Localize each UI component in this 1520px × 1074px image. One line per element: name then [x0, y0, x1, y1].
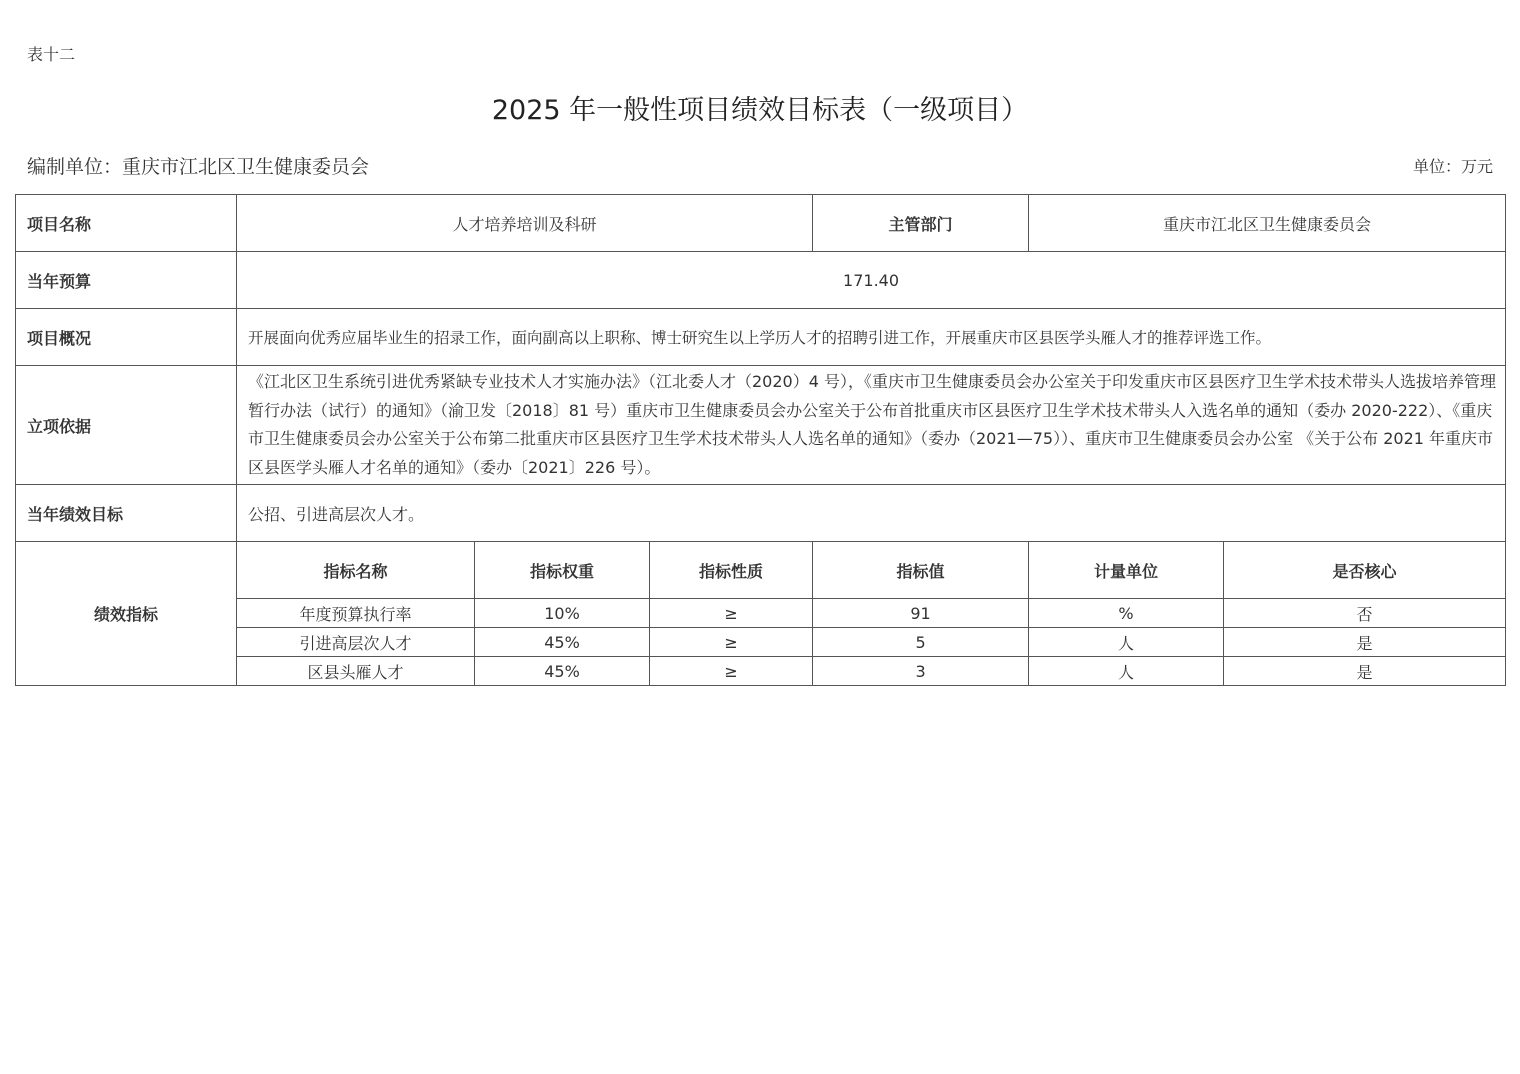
project-name-value: 人才培养培训及科研: [237, 195, 813, 252]
indicator-core: 否: [1224, 599, 1506, 628]
budget-label: 当年预算: [16, 252, 237, 309]
table-row: [16, 657, 1506, 686]
indicators-section-label: 绩效指标: [16, 542, 237, 686]
table-row: [16, 628, 1506, 657]
indicator-unit: 人: [1029, 628, 1224, 657]
currency-unit: 单位：万元: [1412, 157, 1493, 176]
overview-value: 开展面向优秀应届毕业生的招录工作，面向副高以上职称、博士研究生以上学历人才的招聘引进工作，开展重庆市区县医学头雁人才的推荐评选工作。: [237, 309, 1506, 366]
indicator-header-row: [16, 542, 1506, 599]
column-header: 指标值: [813, 542, 1029, 599]
goal-label: 当年绩效目标: [16, 485, 237, 542]
indicator-name: 引进高层次人才: [237, 628, 475, 657]
indicator-value: 91: [813, 599, 1029, 628]
indicator-name: 区县头雁人才: [237, 657, 475, 686]
table-number: 表十二: [27, 45, 76, 64]
indicator-unit: %: [1029, 599, 1224, 628]
budget-value: 171.40: [237, 252, 1506, 309]
indicator-value: 3: [813, 657, 1029, 686]
indicator-unit: 人: [1029, 657, 1224, 686]
indicator-core: 是: [1224, 628, 1506, 657]
table-row: [16, 599, 1506, 628]
overview-label: 项目概况: [16, 309, 237, 366]
column-header: 计量单位: [1029, 542, 1224, 599]
overview-row: [16, 309, 1506, 366]
indicator-value: 5: [813, 628, 1029, 657]
department-value: 重庆市江北区卫生健康委员会: [1029, 195, 1506, 252]
project-name-label: 项目名称: [16, 195, 237, 252]
goal-row: [16, 485, 1506, 542]
column-header: 是否核心: [1224, 542, 1506, 599]
project-name-row: [16, 195, 1506, 252]
page-title: 2025 年一般性项目绩效目标表（一级项目）: [491, 95, 1029, 126]
indicator-nature: ≥: [650, 628, 813, 657]
column-header: 指标性质: [650, 542, 813, 599]
indicator-nature: ≥: [650, 657, 813, 686]
budget-row: [16, 252, 1506, 309]
basis-label: 立项依据: [16, 366, 237, 485]
indicator-nature: ≥: [650, 599, 813, 628]
compiling-unit: 编制单位：重庆市江北区卫生健康委员会: [27, 156, 370, 178]
basis-value: 《江北区卫生系统引进优秀紧缺专业技术人才实施办法》（江北委人才（2020）4 号），《重庆市卫生健康委员会办公室关于印发重庆市区县医疗卫生学术技术带头人选拔培养管理暂行办法（试行）的通知》（渝卫发〔2018〕81 号）重庆市卫生健康委员会办公室关于公布首批重庆市区县医疗卫生学术技术带头人入选名单的通知（委办 2020-222）、《重庆市卫生健康委员会办公室关于公布第二批重庆市区县医疗卫生学术技术带头人人选名单的通知》（委办（2021—75））、重庆市卫生健康委员会办公室 《关于公布 2021 年重庆市区县医学头雁人才名单的通知》（委办〔2021〕226 号）。: [237, 366, 1506, 485]
indicator-weight: 45%: [475, 628, 650, 657]
goal-value: 公招、引进高层次人才。: [237, 485, 1506, 542]
indicator-weight: 45%: [475, 657, 650, 686]
basis-row: [16, 366, 1506, 485]
performance-target-table: [15, 194, 1506, 686]
indicator-core: 是: [1224, 657, 1506, 686]
department-label: 主管部门: [813, 195, 1029, 252]
indicator-weight: 10%: [475, 599, 650, 628]
indicator-name: 年度预算执行率: [237, 599, 475, 628]
column-header: 指标名称: [237, 542, 475, 599]
column-header: 指标权重: [475, 542, 650, 599]
